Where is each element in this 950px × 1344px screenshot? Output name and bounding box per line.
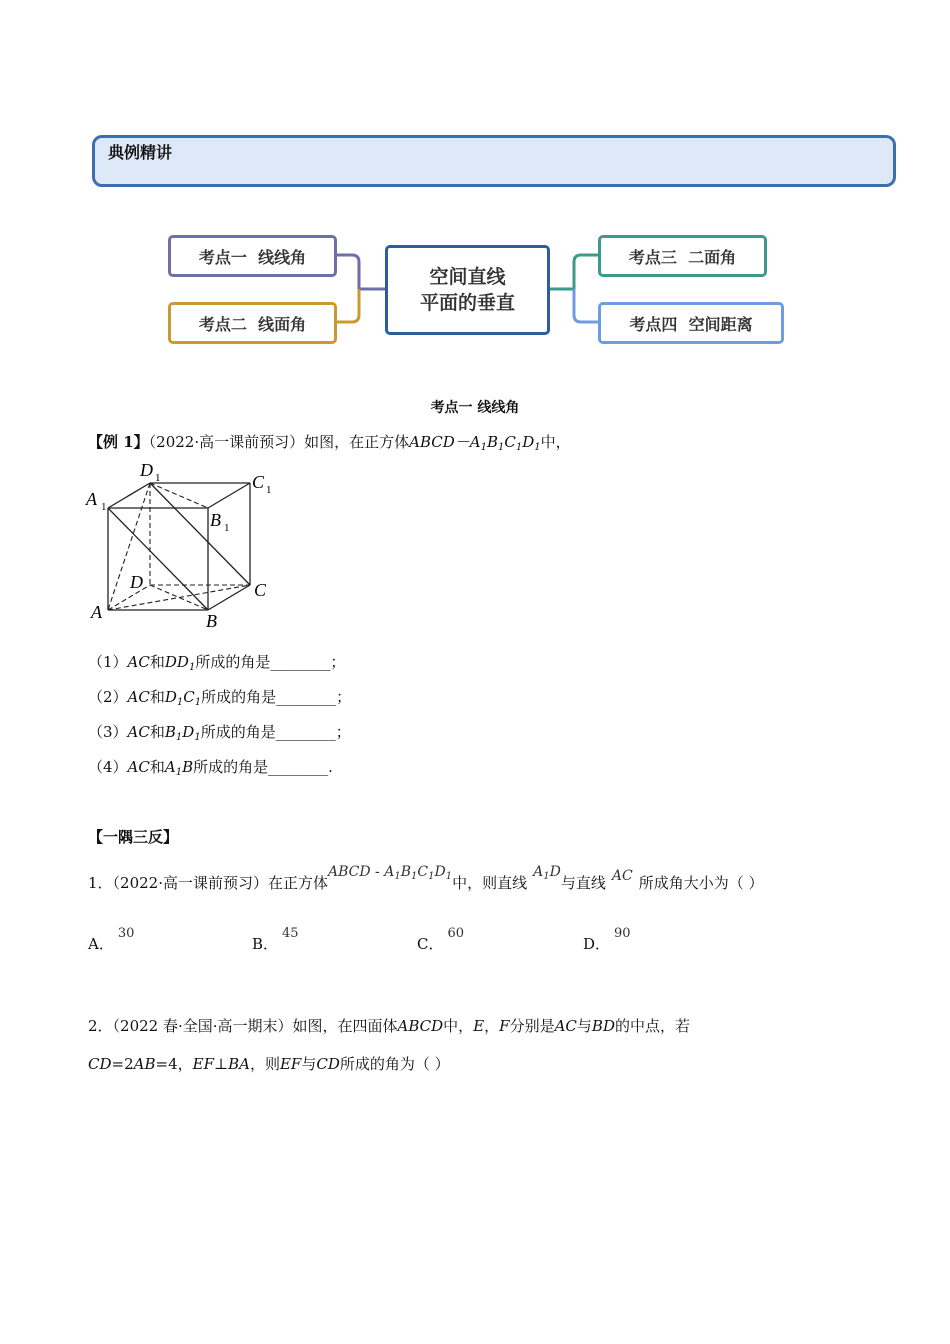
p1-text1: （2022·高一课前预习）在正方体: [112, 874, 328, 892]
q-num: （2）: [88, 688, 128, 706]
p2-ba: BA: [228, 1055, 250, 1073]
q-num: （3）: [88, 723, 128, 741]
p1-cube-c: C: [417, 864, 429, 880]
sub-1: 1: [498, 442, 505, 453]
p2-f: F: [499, 1017, 510, 1035]
label-c1: C: [252, 472, 265, 492]
center-line-2: 平面的垂直: [419, 292, 515, 314]
question-4: [88, 756, 333, 778]
mindmap-node-topic3: 考点三 二面角: [598, 235, 767, 277]
p2-num: 2．: [88, 1017, 113, 1035]
option-b-label: B．: [252, 935, 279, 953]
p2-ef: EF: [192, 1055, 214, 1073]
example-tail: 中，: [540, 433, 571, 451]
section-title: 考点一 线线角: [430, 400, 520, 416]
p2-eq4: =4，: [155, 1055, 193, 1073]
mindmap-connectors: [0, 0, 950, 400]
q-rest: 所成的角是________.: [193, 758, 333, 776]
q-num: （1）: [88, 653, 128, 671]
label-a1: A: [86, 489, 97, 509]
cube-figure: [80, 455, 280, 635]
sub-1: 1: [534, 442, 541, 453]
banner-title: 典例精讲: [108, 143, 173, 162]
practice-2-line1: [88, 1015, 690, 1036]
p2-yu: 与: [576, 1017, 592, 1035]
q-he: 和: [149, 758, 165, 776]
q-rest: 所成的角是________；: [200, 723, 351, 741]
p2-text6: 所成的角为（ ）: [339, 1055, 450, 1073]
sub-1: 1: [515, 442, 523, 453]
option-c-label: C．: [417, 935, 444, 953]
p2-perp: ⊥: [213, 1055, 229, 1073]
option-a-label: A．: [88, 935, 114, 953]
q-sub2: 1: [194, 732, 201, 743]
q-rest: 所成的角是________；: [201, 688, 352, 706]
practice-title: 【一隅三反】: [88, 828, 179, 846]
example-source: （2022·高一课前预习）如图，在正方体: [148, 433, 410, 451]
option-d[interactable]: [583, 926, 631, 954]
q-he: 和: [149, 653, 165, 671]
q-b1: A: [164, 758, 176, 776]
label-a: A: [91, 602, 102, 622]
p1-line1: [527, 864, 561, 880]
mindmap-node-topic1: 考点一 线线角: [168, 235, 337, 277]
q-a: AC: [127, 723, 150, 741]
q-sub1: 1: [176, 697, 184, 708]
q-a: AC: [127, 688, 150, 706]
q-b2: C: [183, 688, 195, 706]
p2-text4: 的中点，若: [614, 1017, 690, 1035]
option-c-value: 60: [447, 926, 465, 941]
cube-b: B: [486, 433, 499, 451]
question-2: [88, 686, 351, 708]
label-c: C: [254, 580, 267, 600]
label-d: D: [130, 572, 143, 592]
practice-2-line2: [88, 1053, 450, 1074]
p1-cube-d: D: [434, 864, 446, 880]
p2-ef2: EF: [279, 1055, 302, 1073]
label-a1-sub: 1: [101, 501, 107, 513]
q-rest: 所成的角是________；: [195, 653, 346, 671]
center-line-1: 空间直线: [429, 266, 506, 288]
option-c[interactable]: [417, 926, 465, 954]
p1-line1-d: D: [549, 864, 561, 880]
option-d-value: 90: [614, 926, 631, 941]
p2-t: ABCD: [397, 1017, 444, 1035]
p1-line1-a: A: [533, 864, 544, 880]
q-sub: 1: [188, 662, 196, 673]
p2-text3: 分别是: [509, 1017, 555, 1035]
p2-e: E: [473, 1017, 485, 1035]
p1-cube-b: B: [400, 864, 412, 880]
p2-bd: BD: [591, 1017, 615, 1035]
q-sub1: 1: [175, 732, 183, 743]
q-num: （4）: [88, 758, 128, 776]
p1-sub: 1: [411, 871, 418, 882]
q-he: 和: [149, 688, 165, 706]
p1-cube-a: ABCD - A: [328, 864, 395, 880]
p2-ac: AC: [554, 1017, 577, 1035]
p2-cd: CD: [88, 1055, 112, 1073]
p2-ab: AB: [133, 1055, 156, 1073]
p2-text1: （2022 春·全国·高一期末）如图，在四面体: [112, 1017, 398, 1035]
question-1: [88, 651, 345, 673]
p2-eq2: =2: [111, 1055, 134, 1073]
p1-text4: 所成角大小为（ ）: [638, 874, 764, 892]
p2-cd2: CD: [316, 1055, 340, 1073]
p2-comma: ，: [484, 1017, 500, 1035]
label-b1: B: [210, 510, 221, 530]
label-b1-sub: 1: [224, 522, 230, 534]
cube-name: ABCD－A: [409, 433, 481, 451]
p2-text2: 中，: [443, 1017, 474, 1035]
label-c1-sub: 1: [266, 484, 272, 496]
p1-sub: 1: [394, 871, 401, 882]
option-b[interactable]: [252, 926, 299, 954]
q-sub1: 1: [175, 767, 183, 778]
q-b1: D: [164, 688, 177, 706]
p2-yu2: 与: [301, 1055, 317, 1073]
p1-text3: 与直线: [560, 874, 606, 892]
q-a: AC: [127, 653, 150, 671]
option-b-value: 45: [282, 926, 299, 941]
p1-text2: 中，则直线: [452, 874, 528, 892]
mindmap-center-node: [385, 245, 550, 335]
cube-c: C: [504, 433, 516, 451]
label-d1-sub: 1: [155, 472, 161, 484]
q-b1: B: [164, 723, 176, 741]
practice-1: [88, 864, 764, 894]
q-he: 和: [149, 723, 165, 741]
q-b2: D: [182, 723, 195, 741]
p1-num: 1．: [88, 874, 113, 892]
p1-cube: [328, 864, 452, 880]
p1-sub: 1: [428, 871, 435, 882]
example1-heading: [88, 431, 571, 453]
label-d1: D: [140, 460, 153, 480]
p2-text5: ，则: [249, 1055, 280, 1073]
example-tag: 【例 1】: [88, 433, 149, 451]
p1-sub: 1: [543, 871, 550, 882]
p1-sub: 1: [445, 871, 453, 882]
sub-1: 1: [480, 442, 487, 453]
q-b2: B: [182, 758, 194, 776]
mindmap-node-topic2: 考点二 线面角: [168, 302, 337, 344]
q-sub2: 1: [194, 697, 202, 708]
q-b: DD: [164, 653, 189, 671]
question-3: [88, 721, 351, 743]
cube-d: D: [522, 433, 535, 451]
mindmap-node-topic4: 考点四 空间距离: [598, 302, 784, 344]
q-a: AC: [127, 758, 150, 776]
label-b: B: [206, 611, 217, 631]
p1-line2: AC: [611, 868, 633, 884]
option-a[interactable]: [88, 926, 135, 954]
option-a-value: 30: [117, 926, 135, 941]
option-d-label: D．: [583, 935, 611, 953]
